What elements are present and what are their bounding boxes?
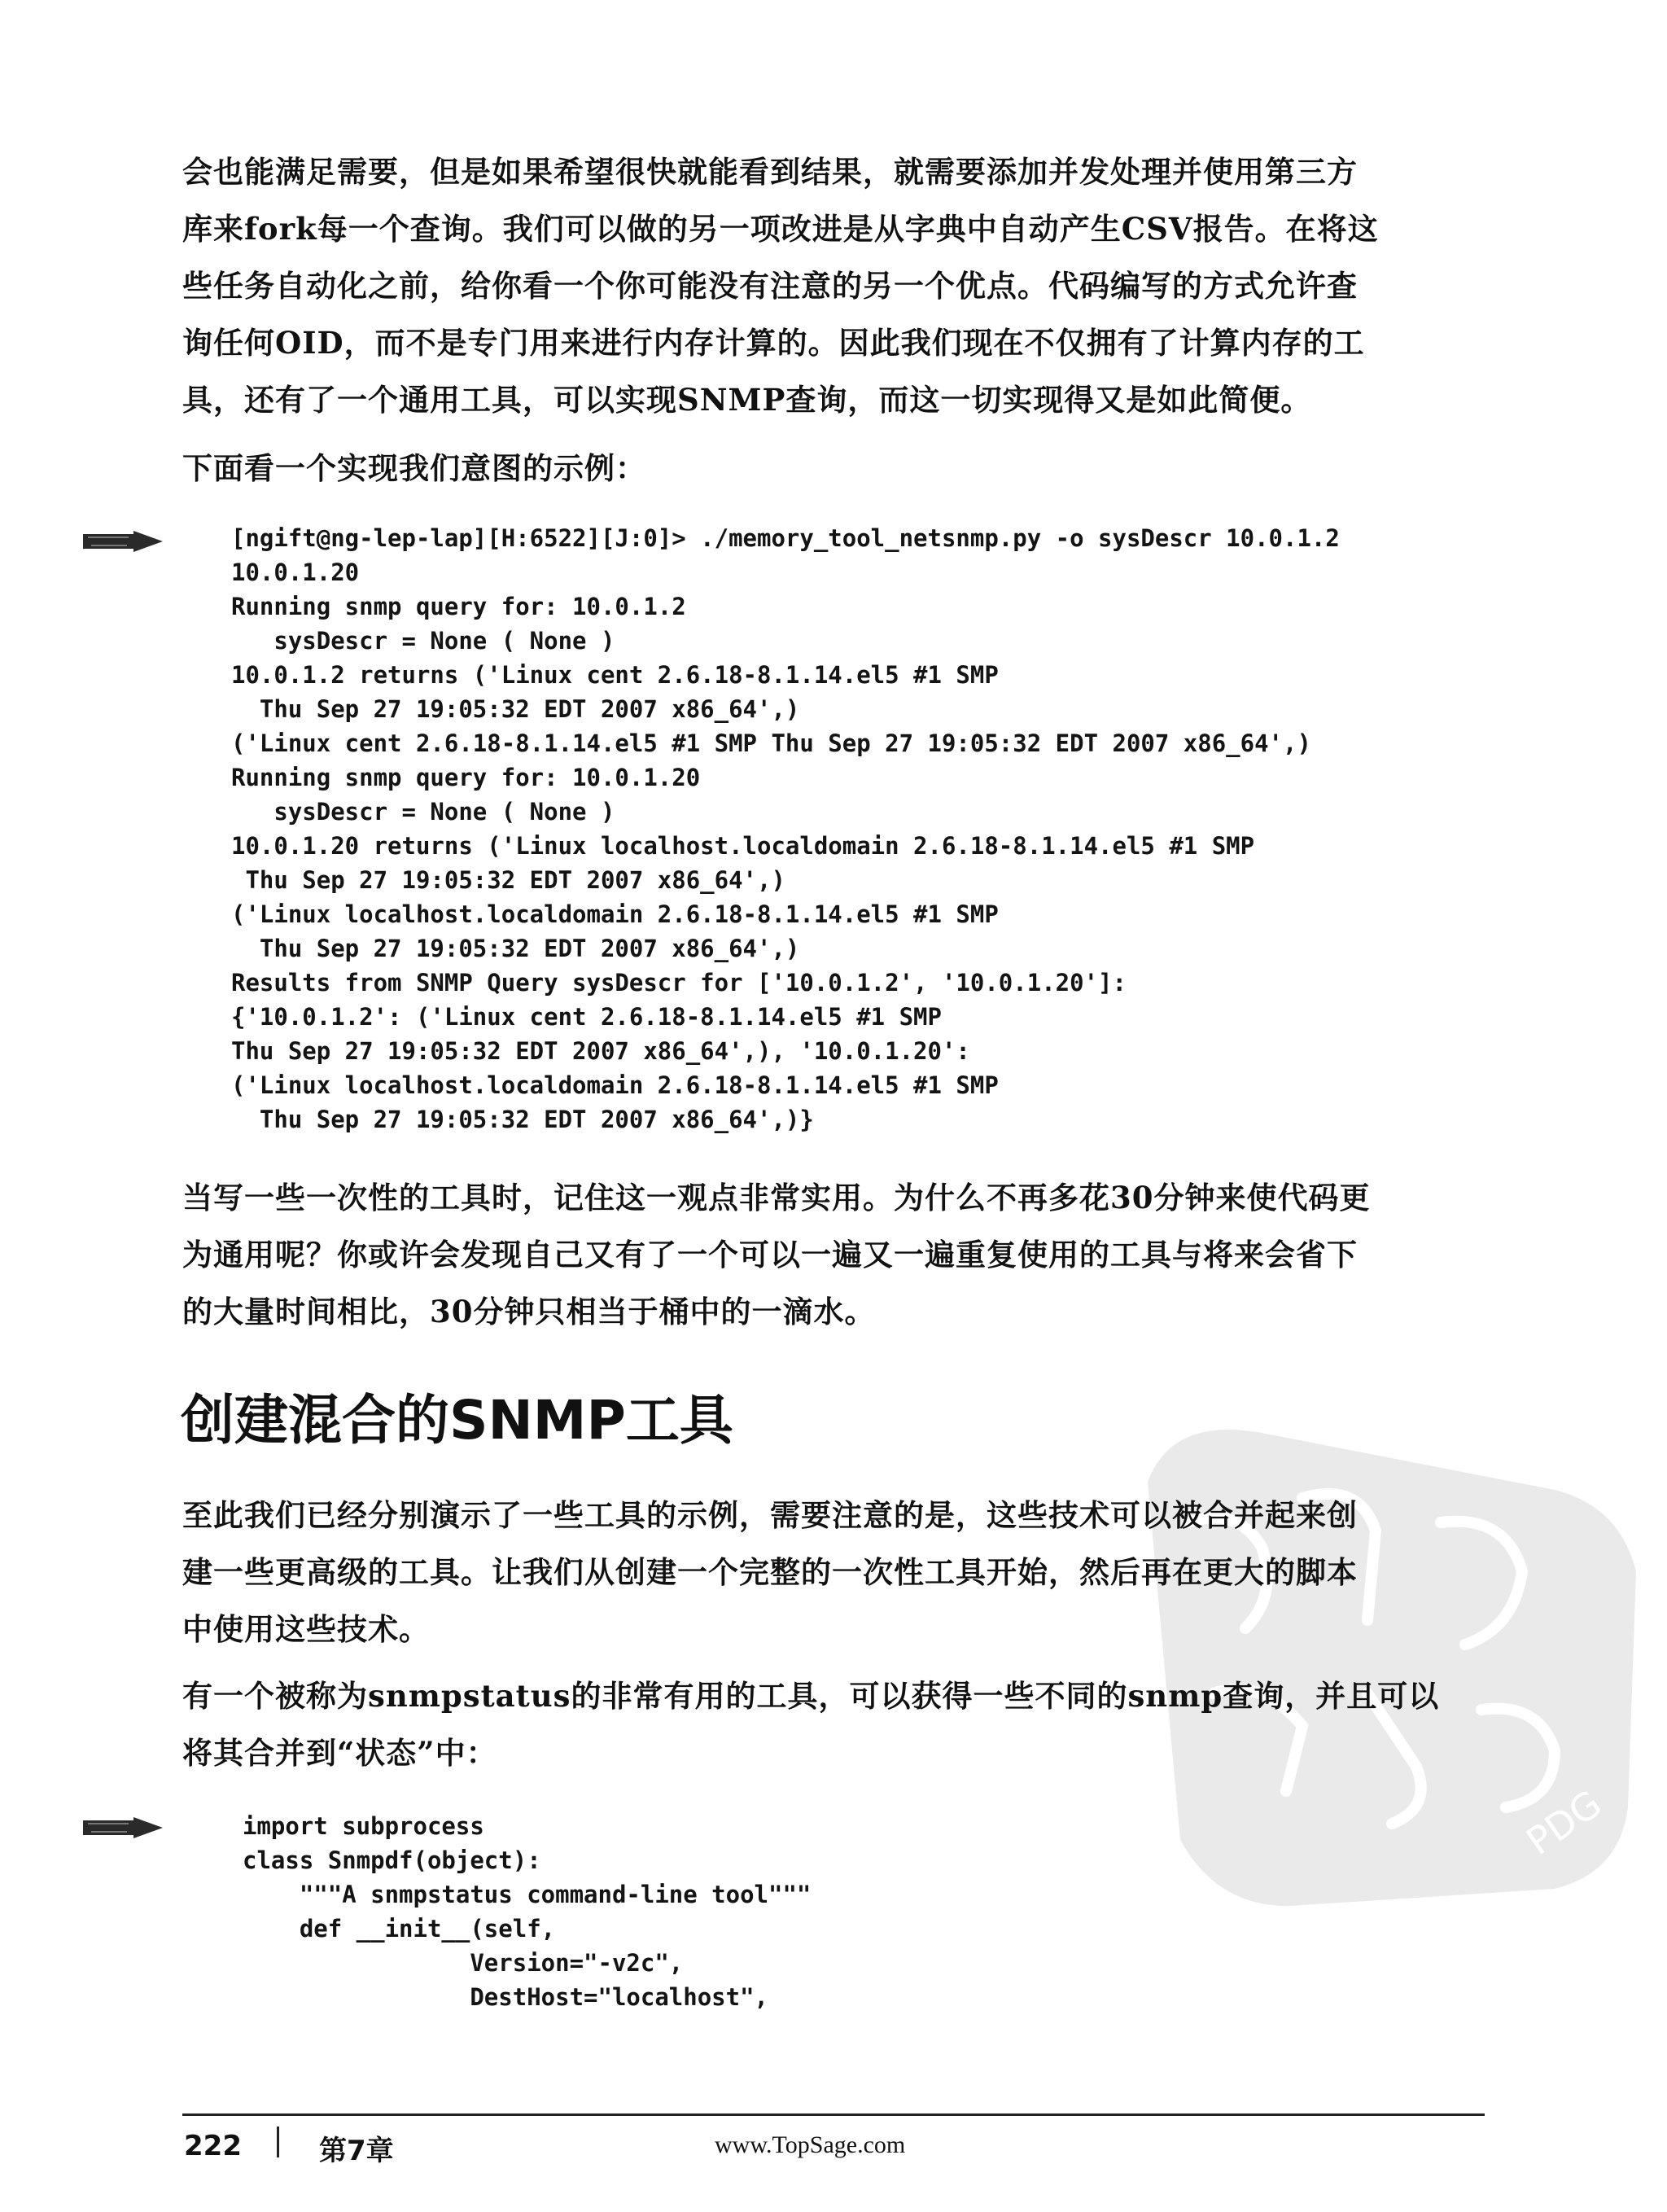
code-line: Running snmp query for: 10.0.1.2 [231,593,686,620]
code-line: 10.0.1.2 returns ('Linux cent 2.6.18-8.1.14.el5 #1 SMP [231,661,999,689]
paragraph-5 [182,1667,1477,1781]
text-line: 的大量时间相比，30分钟只相当于桶中的一滴水。 [182,1294,876,1329]
code-line: """A snmpstatus command-line tool""" [243,1881,812,1908]
code-line: class Snmpdf(object): [243,1846,541,1874]
watermark-text: PDG [1518,1781,1610,1864]
code-line: ('Linux localhost.localdomain 2.6.18-8.1.14.el5 #1 SMP [231,1071,999,1099]
footer-separator [277,2127,279,2157]
code-line: Results from SNMP Query sysDescr for ['10.0.1.2', '10.0.1.20']: [231,969,1127,996]
code-line: Thu Sep 27 19:05:32 EDT 2007 x86_64',) [231,935,800,962]
code-line: ('Linux cent 2.6.18-8.1.14.el5 #1 SMP Thu Sep 27 19:05:32 EDT 2007 x86_64',) [231,729,1311,757]
code-line: Thu Sep 27 19:05:32 EDT 2007 x86_64',), '10.0.1.20': [231,1037,970,1065]
text-line: 具，还有了一个通用工具，可以实现SNMP查询，而这一切实现得又是如此简便。 [182,382,1312,418]
code-line: Running snmp query for: 10.0.1.20 [231,764,701,791]
paragraph-3 [182,1169,1477,1340]
text-line: 会也能满足需要，但是如果希望很快就能看到结果，就需要添加并发处理并使用第三方 [182,154,1358,190]
paragraph-1 [182,143,1477,428]
text-line: 中使用这些技术。 [182,1611,430,1647]
code-line: Version="-v2c", [243,1949,684,1977]
code-line: sysDescr = None ( None ) [231,627,615,655]
text-line: 将其合并到“状态”中： [182,1735,497,1771]
text-line: 为通用呢？你或许会发现自己又有了一个可以一遍又一遍重复使用的工具与将来会省下 [182,1237,1358,1272]
code-line: 10.0.1.20 returns ('Linux localhost.localdomain 2.6.18-8.1.14.el5 #1 SMP [231,832,1255,860]
paragraph-4 [182,1487,1477,1658]
section-heading: 创建混合的SNMP工具 [181,1389,733,1452]
code-line: import subprocess [243,1812,484,1840]
arrow-marker-icon [83,529,164,554]
code-block-source [243,1809,1512,2014]
source-url: www.TopSage.com [715,2131,906,2158]
code-line: sysDescr = None ( None ) [231,798,615,826]
text-line: 库来fork每一个查询。我们可以做的另一项改进是从字典中自动产生CSV报告。在将这 [182,211,1379,247]
code-line: [ngift@ng-lep-lap][H:6522][J:0]> ./memory_tool_netsnmp.py -o sysDescr 10.0.1.2 [231,524,1340,552]
text-line: 下面看一个实现我们意图的示例： [182,450,646,486]
code-line: Thu Sep 27 19:05:32 EDT 2007 x86_64',) [231,866,785,894]
code-line: def __init__(self, [243,1915,556,1943]
text-line: 建一些更高级的工具。让我们从创建一个完整的一次性工具开始，然后再在更大的脚本 [182,1554,1358,1590]
page-number: 222 [184,2130,242,2162]
code-line: 10.0.1.20 [231,558,360,586]
code-line: Thu Sep 27 19:05:32 EDT 2007 x86_64',)} [231,1106,814,1133]
text-line: 至此我们已经分别演示了一些工具的示例，需要注意的是，这些技术可以被合并起来创 [182,1497,1358,1533]
code-line: Thu Sep 27 19:05:32 EDT 2007 x86_64',) [231,695,800,723]
code-line: {'10.0.1.2': ('Linux cent 2.6.18-8.1.14.el5 #1 SMP [231,1003,942,1031]
text-line: 些任务自动化之前，给你看一个你可能没有注意的另一个优点。代码编写的方式允许查 [182,268,1358,304]
text-line: 询任何OID，而不是专门用来进行内存计算的。因此我们现在不仅拥有了计算内存的工 [182,325,1365,361]
footer-rule [182,2113,1485,2116]
code-block-output [231,521,1501,1137]
arrow-marker-icon [83,1816,164,1840]
paragraph-2 [182,440,1477,497]
chapter-label: 第7章 [319,2135,394,2167]
text-line: 当写一些一次性的工具时，记住这一观点非常实用。为什么不再多花30分钟来使代码更 [182,1180,1371,1216]
code-line: DestHost="localhost", [243,1983,769,2011]
code-line: ('Linux localhost.localdomain 2.6.18-8.1.14.el5 #1 SMP [231,900,999,928]
text-line: 有一个被称为snmpstatus的非常有用的工具，可以获得一些不同的snmp查询，并且可以 [182,1678,1440,1714]
